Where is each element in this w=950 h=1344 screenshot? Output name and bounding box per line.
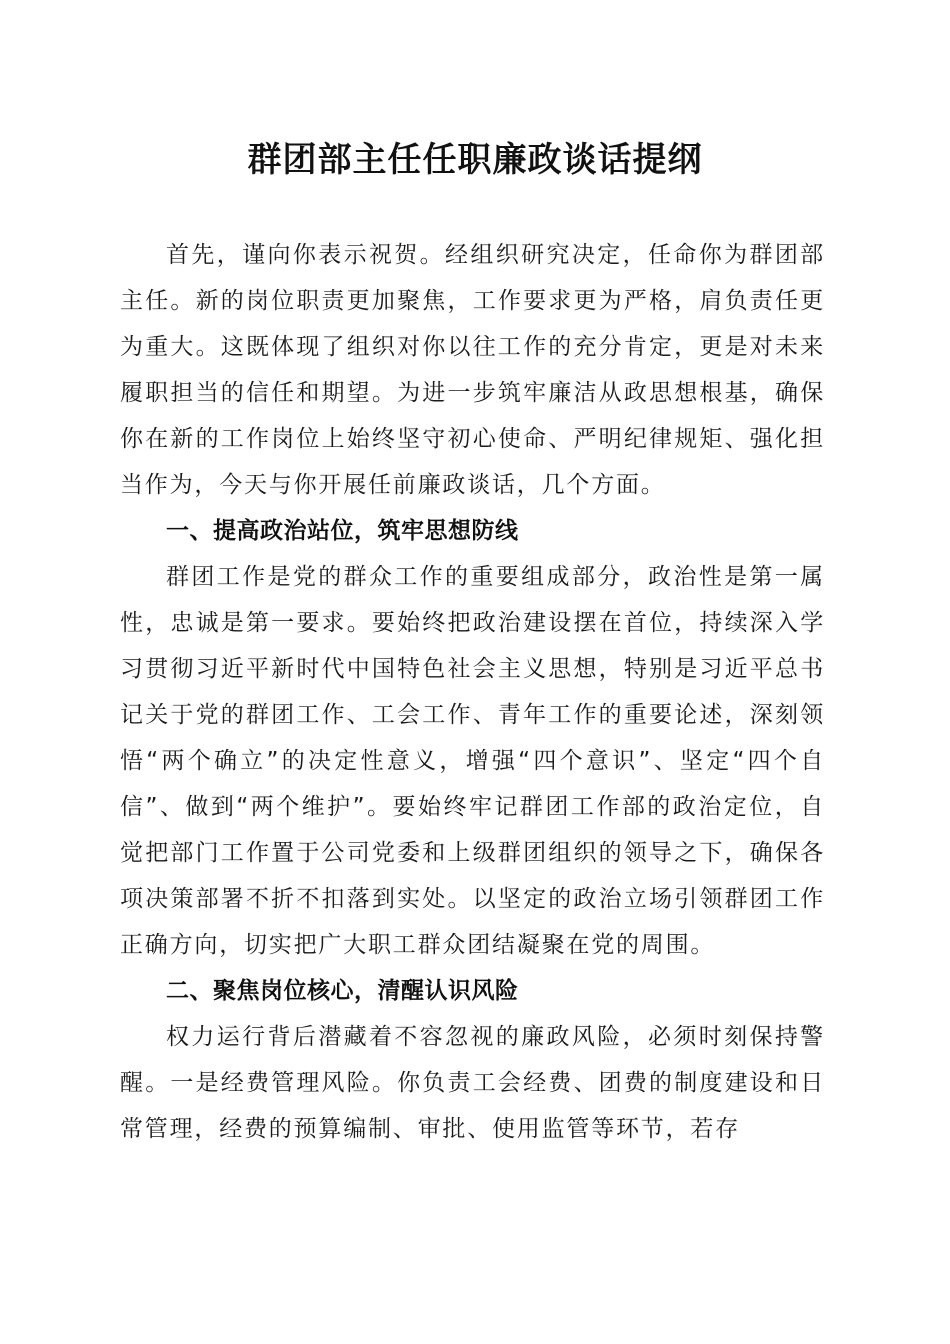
section-heading-2: 二、聚焦岗位核心，清醒认识风险 [166, 978, 519, 1004]
paragraph-section-1: 群团工作是党的群众工作的重要组成部分，政治性是第一属性，忠诚是第一要求。要始终把政治建设摆在首位，持续深入学习贯彻习近平新时代中国特色社会主义思想，特别是习近平总书记关于党的群团工作、工会工作、青年工作的重要论述，深刻领悟“两个确立”的决定性意义，增强“四个意识”、坚定“四个自信”、做到“两个维护”。要始终牢记群团工作部的政治定位，自觉把部门工作置于公司党委和上级群团组织的领导之下，确保各项决策部署不折不扣落到实处。以坚定的政治立场引领群团工作正确方向，切实把广大职工群众团结凝聚在党的周围。 [120, 564, 825, 958]
paragraph-intro: 首先，谨向你表示祝贺。经组织研究决定，任命你为群团部主任。新的岗位职责更加聚焦，工作要求更为严格，肩负责任更为重大。这既体现了组织对你以往工作的充分肯定，更是对未来履职担当的信任和期望。为进一步筑牢廉洁从政思想根基，确保你在新的工作岗位上始终坚守初心使命、严明纪律规矩、强化担当作为，今天与你开展任前廉政谈话，几个方面。 [120, 242, 825, 498]
document-body [120, 232, 825, 1152]
paragraph-section-2: 权力运行背后潜藏着不容忽视的廉政风险，必须时刻保持警醒。一是经费管理风险。你负责工会经费、团费的制度建设和日常管理，经费的预算编制、审批、使用监管等环节，若存 [120, 1024, 825, 1142]
document-title: 群团部主任任职廉政谈话提纲 [247, 140, 703, 180]
section-heading-1: 一、提高政治站位，筑牢思想防线 [166, 518, 519, 544]
